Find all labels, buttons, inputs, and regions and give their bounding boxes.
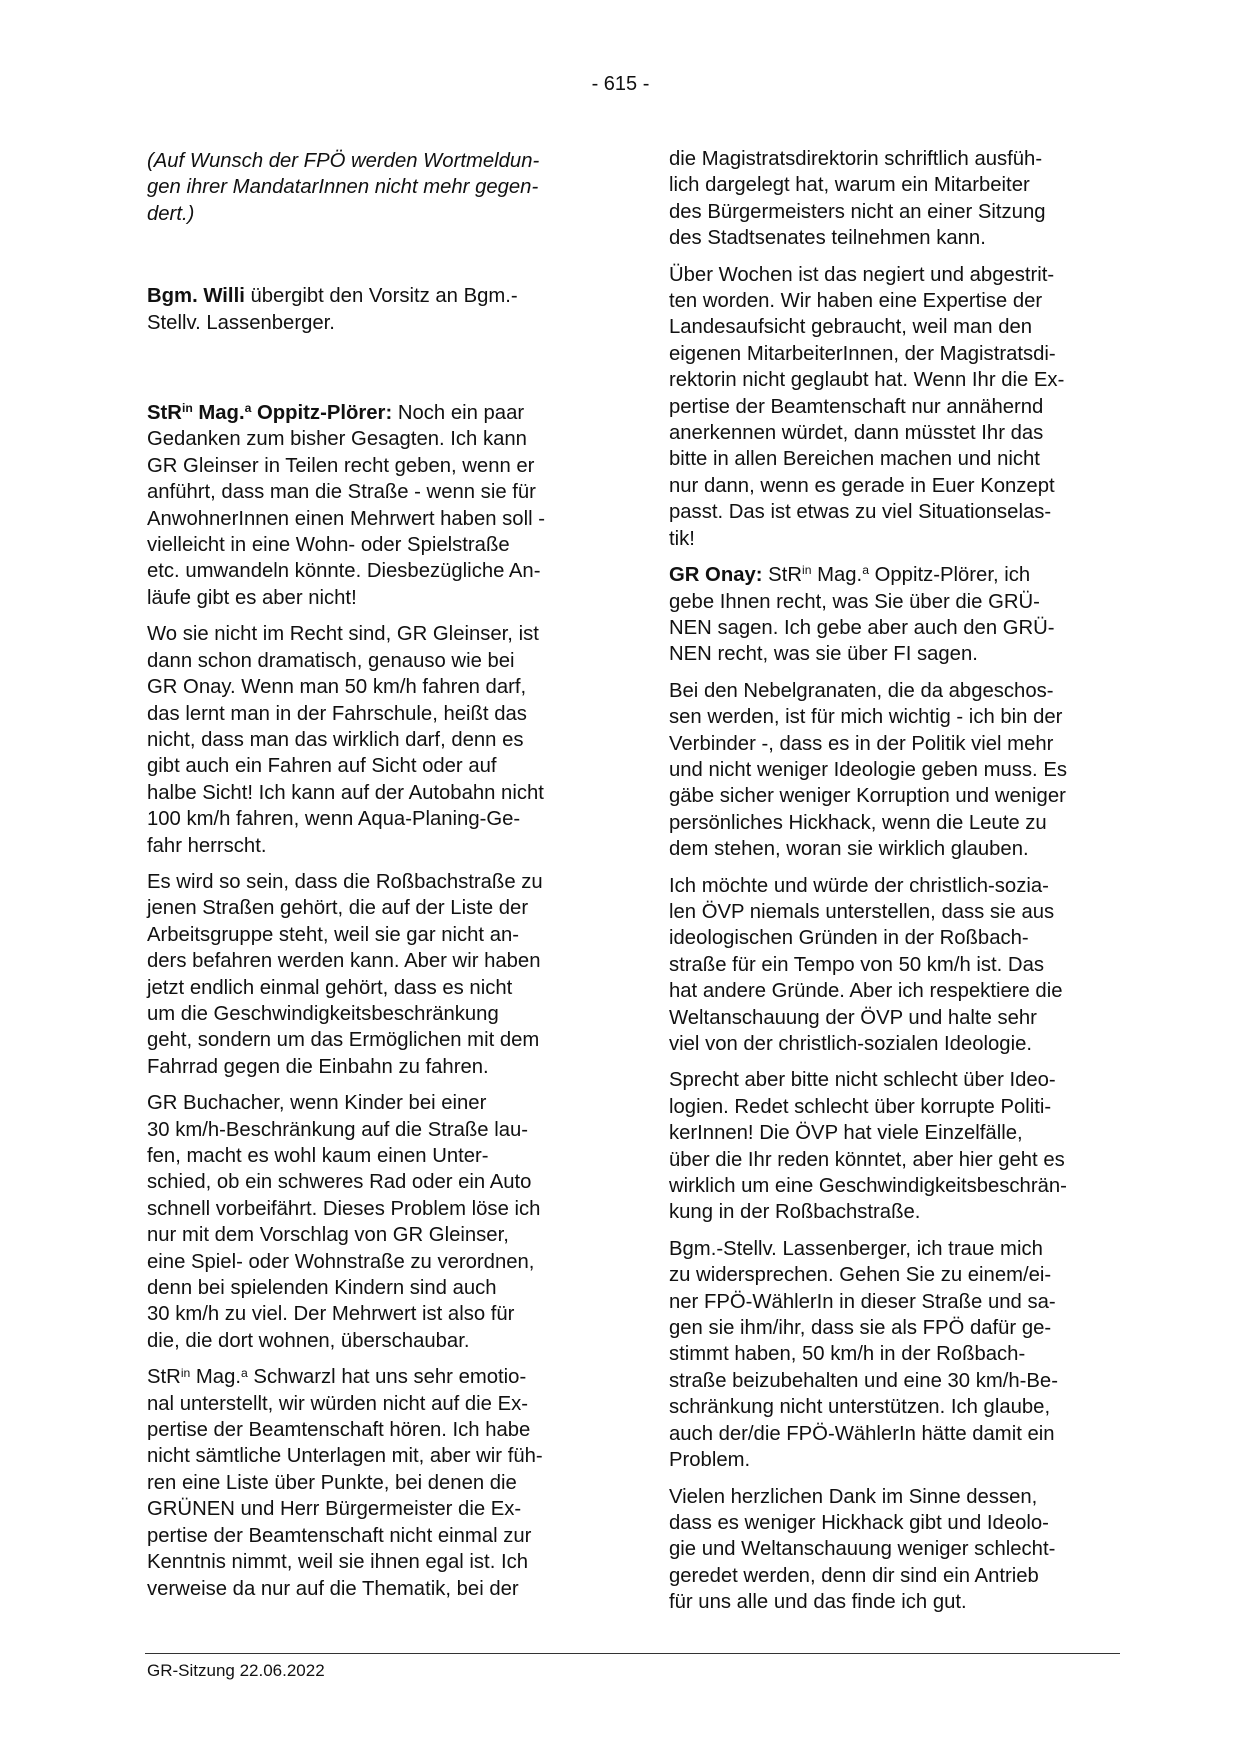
speaker-name: StR$^{in}$ Mag.$^a$ Oppitz-Plörer: <box>147 401 393 425</box>
left-column <box>147 148 599 1612</box>
speech-paragraph: Es wird so sein, dass die Roßbachstraße zu jenen Straßen gehört, die auf der Liste der Arbeitsgruppe steht, weil sie gar nicht an- ders befahren werden kann. Aber wir haben jetzt endlich einmal gehört, dass es nicht um die Geschwindigkeitsbeschränkung geht, sondern um das Ermöglichen mit dem Fahrrad gegen die Einbahn zu fahren. <box>147 870 543 1078</box>
speech-paragraph: Sprecht aber bitte nicht schlecht über Ideo- logien. Redet schlecht über korrupte Politi- kerInnen! Die ÖVP hat viele Einzelfälle, über die Ihr reden könntet, aber hier geht es wirklich um eine Geschwindigkeitsbeschrän- kung in der Roßbachstraße. <box>669 1069 1067 1224</box>
page-number: - 615 - <box>591 73 650 95</box>
speaker-name: Bgm. Willi <box>147 285 245 308</box>
speech-paragraph: Wo sie nicht im Recht sind, GR Gleinser, ist dann schon dramatisch, genauso wie bei GR Onay. Wenn man 50 km/h fahren darf, das lernt man in der Fahrschule, heißt das nicht, dass man das wirklich darf, denn es gibt auch ein Fahren auf Sicht oder auf halbe Sicht! Ich kann auf der Autobahn nicht 100 km/h fahren, wenn Aqua-Planing-Ge- fahr herrscht. <box>147 623 544 857</box>
speech-paragraph: StR$^{in}$ Mag.$^a$ Oppitz-Plörer: Noch ein paar Gedanken zum bisher Gesagten. Ich kann GR Gleinser in Teilen recht geben, wenn er anführt, dass man die Straße - wenn sie für AnwohnerInnen einen Mehrwert haben soll - vielleicht in eine Wohn- oder Spielstraße etc. umwandeln könnte. Diesbezügliche An- läufe gibt es aber nicht! <box>147 401 545 609</box>
speech-paragraph: StR$^{in}$ Mag.$^a$ Schwarzl hat uns sehr emotio- nal unterstellt, wir würden nicht auf die Ex- pertise der Beamtenschaft hören. Ich habe nicht sämtliche Unterlagen mit, aber wir füh- ren eine Liste über Punkte, bei denen die GRÜNEN und Herr Bürgermeister die Ex- pertise der Beamtenschaft nicht einmal zur Kenntnis nimmt, weil sie ihnen egal ist. Ich verweise da nur auf die Thematik, bei der <box>147 1365 543 1600</box>
speech-paragraph: GR Buchacher, wenn Kinder bei einer 30 km/h-Beschränkung auf die Straße lau- fen, macht es wohl kaum einen Unter- schied, ob ein schweres Rad oder ein Auto schnell vorbeifährt. Dieses Problem löse ich nur mit dem Vorschlag von GR Gleinser, eine Spiel- oder Wohnstraße zu verordnen, denn bei spielenden Kindern sind auch 30 km/h zu viel. Der Mehrwert ist also für die, die dort wohnen, überschaubar. <box>147 1092 541 1352</box>
right-column <box>669 146 1121 1626</box>
note-line: gen ihrer MandatarInnen nicht mehr gegen- <box>147 176 539 199</box>
note-line: dert.) <box>147 202 195 225</box>
fpo-gender-note <box>147 148 599 227</box>
speech-paragraph: Vielen herzlichen Dank im Sinne dessen, dass es weniger Hickhack gibt und Ideolo- gie und Weltanschauung weniger schlecht- geredet werden, denn dir sind ein Antrieb für uns alle und das finde ich gut. <box>669 1485 1056 1614</box>
footer-divider <box>145 1653 1120 1654</box>
speech-paragraph: die Magistratsdirektorin schriftlich ausfüh- lich dargelegt hat, warum ein Mitarbeiter des Bürgermeisters nicht an einer Sitzung des Stadtsenates teilnehmen kann. <box>669 148 1046 250</box>
speech-paragraph: GR Onay: StR$^{in}$ Mag.$^a$ Oppitz-Plörer, ich gebe Ihnen recht, was Sie über die GRÜ- NEN sagen. Ich gebe aber auch den GRÜ- NEN recht, was sie über FI sagen. <box>669 563 1055 666</box>
speech-paragraph: Bgm.-Stellv. Lassenberger, ich traue mich zu widersprechen. Gehen Sie zu einem/ei- ner FPÖ-WählerIn in dieser Straße und sa- gen sie ihm/ihr, dass sie als FPÖ dafür ge- stimmt haben, 50 km/h in der Roßbach- straße beizubehalten und eine 30 km/h-Be- schränkung nicht unterstützen. Ich glaube, auch der/die FPÖ-WählerIn hätte damit ein Problem. <box>669 1237 1058 1472</box>
speech-paragraph: Über Wochen ist das negiert und abgestrit- ten worden. Wir haben eine Expertise der Landesaufsicht gebraucht, weil man den eigenen MitarbeiterInnen, der Magistratsdi- rektorin nicht geglaubt hat. Wenn Ihr die Ex- pertise der Beamtenschaft nur annähernd anerkennen würdet, dann müsstet Ihr das bitte in allen Bereichen machen und nicht nur dann, wenn es gerade in Euer Konzept passt. Das ist etwas zu viel Situationselas- tik! <box>669 263 1065 550</box>
speech-paragraph: Ich möchte und würde der christlich-sozia- len ÖVP niemals unterstellen, dass sie aus ideologischen Gründen in der Roßbach- straße für ein Tempo von 50 km/h ist. Das hat andere Gründe. Aber ich respektiere die Weltanschauung der ÖVP und halte sehr viel von der christlich-sozialen Ideologie. <box>669 874 1063 1055</box>
chair-change-note: Bgm. Willi übergibt den Vorsitz an Bgm.- Stellv. Lassenberger. <box>147 285 518 334</box>
speech-paragraph: Bei den Nebelgranaten, die da abgeschos- sen werden, ist für mich wichtig - ich bin der Verbinder -, dass es in der Politik viel mehr und nicht weniger Ideologie geben muss. Es gäbe sicher weniger Korruption und weniger persönliches Hickhack, wenn die Leute zu dem stehen, woran sie wirklich glauben. <box>669 679 1067 861</box>
footer-session-date: GR-Sitzung 22.06.2022 <box>147 1661 325 1680</box>
speaker-name: GR Onay: <box>669 564 763 587</box>
note-line: (Auf Wunsch der FPÖ werden Wortmeldun- <box>147 150 540 172</box>
